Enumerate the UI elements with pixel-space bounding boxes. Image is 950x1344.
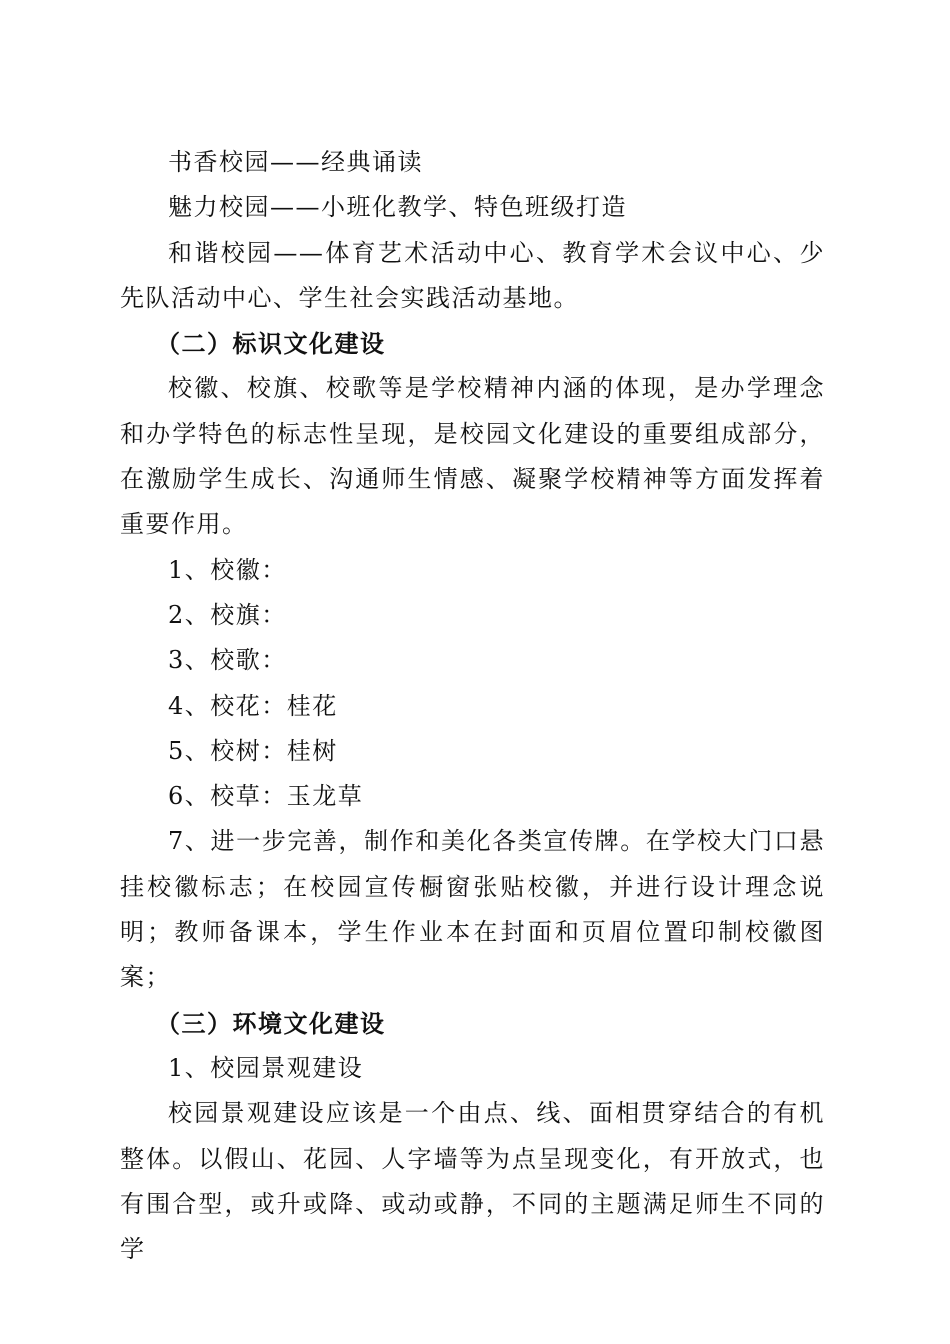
paragraph-identity-intro: 校徽、校旗、校歌等是学校精神内涵的体现，是办学理念和办学特色的标志性呈现，是校园文化建设的重要组成部分，在激励学生成长、沟通师生情感、凝聚学校精神等方面发挥着重要作用。	[120, 374, 825, 539]
document-body	[120, 140, 825, 1272]
section-heading-identity-culture: （二）标识文化建设	[156, 329, 386, 359]
list-item-promotion-boards: 7、进一步完善，制作和美化各类宣传牌。在学校大门口悬挂校徽标志；在校园宣传橱窗张贴校徽，并进行设计理念说明；教师备课本，学生作业本在封面和页眉位置印制校徽图案；	[120, 827, 825, 992]
paragraph-charm-campus: 魅力校园——小班化教学、特色班级打造	[168, 193, 627, 222]
subheading-landscape: 1、校园景观建设	[168, 1053, 364, 1082]
list-item-school-grass: 6、校草：玉龙草	[168, 782, 364, 811]
list-item-school-flower: 4、校花：桂花	[168, 691, 338, 720]
paragraph-harmony-campus: 和谐校园——体育艺术活动中心、教育学术会议中心、少先队活动中心、学生社会实践活动基地。	[120, 238, 825, 312]
paragraph-scholarly-campus: 书香校园——经典诵读	[168, 148, 423, 176]
list-item-school-flag: 2、校旗：	[168, 600, 287, 629]
list-item-school-tree: 5、校树：桂树	[168, 736, 338, 765]
list-item-school-emblem: 1、校徽：	[168, 555, 287, 584]
list-item-school-song: 3、校歌：	[168, 646, 287, 675]
section-heading-environment-culture: （三）环境文化建设	[156, 1008, 386, 1038]
paragraph-landscape-body: 校园景观建设应该是一个由点、线、面相贯穿结合的有机整体。以假山、花园、人字墙等为点呈现变化，有开放式，也有围合型，或升或降、或动或静，不同的主题满足师生不同的学	[120, 1099, 825, 1264]
